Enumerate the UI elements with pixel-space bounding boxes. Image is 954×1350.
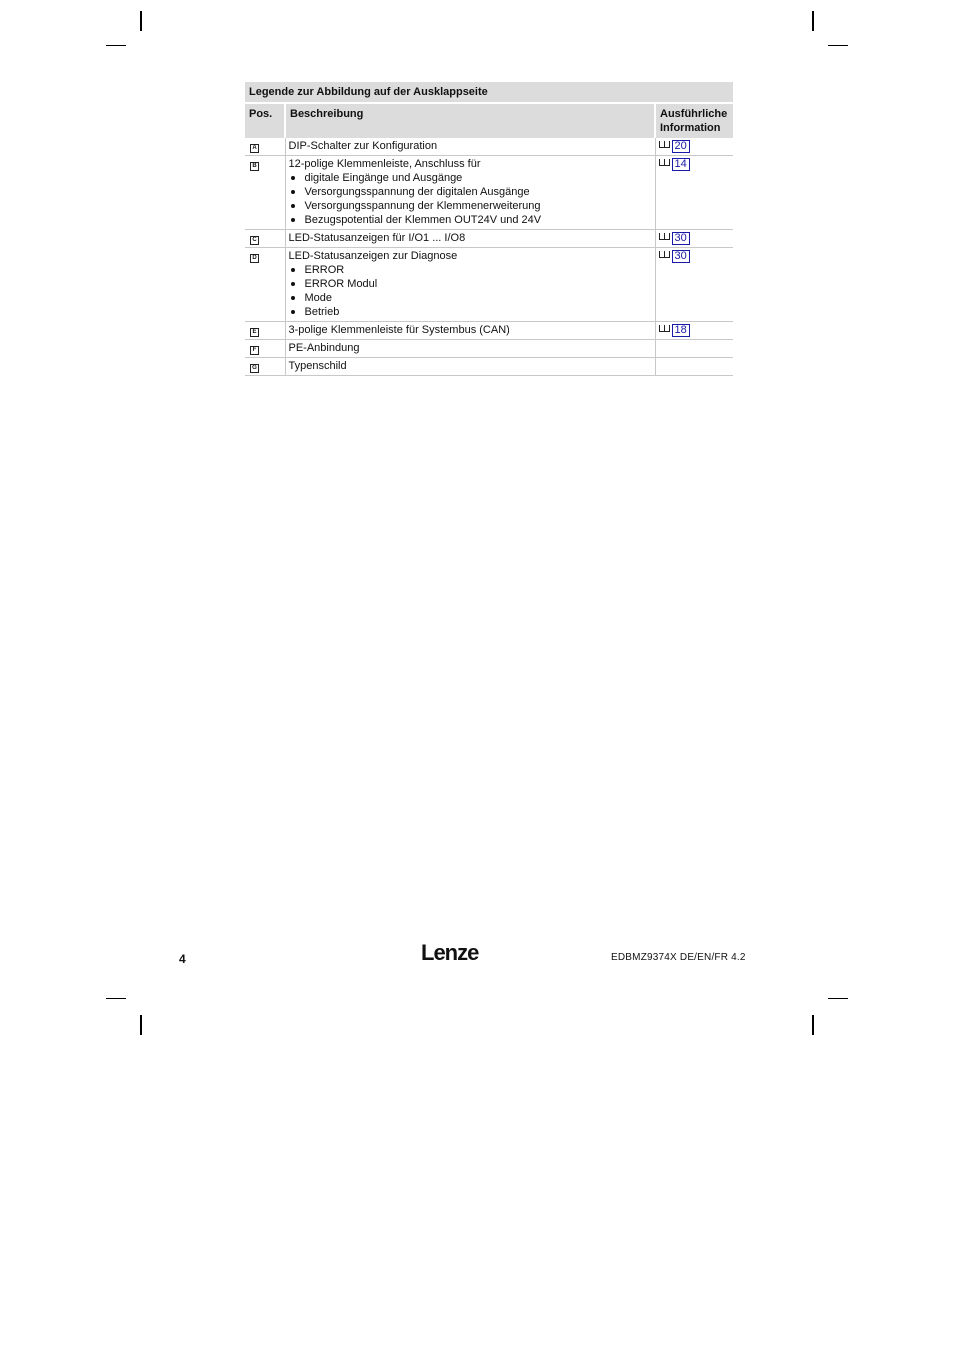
list-item: Betrieb xyxy=(289,305,652,319)
page-number: 4 xyxy=(179,952,186,966)
legend-row-a xyxy=(245,138,733,156)
list-item: Bezugspotential der Klemmen OUT24V und 24V xyxy=(289,213,652,227)
page-link[interactable]: 20 xyxy=(672,140,690,153)
crop-mark xyxy=(828,998,848,999)
position-marker: E xyxy=(250,328,259,337)
position-marker: C xyxy=(250,236,259,245)
header-info: Ausführliche Information xyxy=(655,103,733,138)
page-link[interactable]: 14 xyxy=(672,158,690,171)
position-marker: D xyxy=(250,254,259,263)
lenze-logo: Lenze xyxy=(421,940,479,965)
page-reference xyxy=(659,158,690,170)
book-icon xyxy=(659,141,670,148)
page-reference xyxy=(659,232,690,244)
page-reference xyxy=(659,324,690,336)
book-icon xyxy=(659,325,670,332)
book-icon xyxy=(659,159,670,166)
row-description: LED-Statusanzeigen zur Diagnose ERROR ERROR Modul Mode Betrieb xyxy=(285,248,655,322)
position-marker: B xyxy=(250,162,259,171)
position-marker: A xyxy=(250,144,259,153)
page-link[interactable]: 30 xyxy=(672,250,690,263)
list-item: Mode xyxy=(289,291,652,305)
row-description: LED-Statusanzeigen für I/O1 ... I/O8 xyxy=(285,230,655,248)
header-pos: Pos. xyxy=(245,103,285,138)
list-item: ERROR Modul xyxy=(289,277,652,291)
crop-mark xyxy=(828,45,848,46)
row-description: Typenschild xyxy=(285,358,655,376)
page-link[interactable]: 18 xyxy=(672,324,690,337)
crop-mark xyxy=(140,11,142,31)
bullet-list xyxy=(289,171,652,227)
legend-row-d xyxy=(245,248,733,322)
crop-mark xyxy=(812,1015,814,1035)
row-description: DIP-Schalter zur Konfiguration xyxy=(285,138,655,156)
page-reference xyxy=(659,140,690,152)
book-icon xyxy=(659,251,670,258)
legend-title: Legende zur Abbildung auf der Ausklappseite xyxy=(245,82,733,103)
row-description: 12-polige Klemmenleiste, Anschluss für digitale Eingänge und Ausgänge Versorgungsspannung der digitalen Ausgänge Versorgungsspannung der Klemmenerweiterung Bezugspotential der Klemmen OUT24V und 24V xyxy=(285,156,655,230)
bullet-list xyxy=(289,263,652,319)
crop-mark xyxy=(106,998,126,999)
legend-row-g xyxy=(245,358,733,376)
legend-row-b xyxy=(245,156,733,230)
crop-mark xyxy=(812,11,814,31)
position-marker: F xyxy=(250,346,259,355)
row-description: PE-Anbindung xyxy=(285,340,655,358)
legend-row-e xyxy=(245,322,733,340)
legend-row-c xyxy=(245,230,733,248)
legend-row-f xyxy=(245,340,733,358)
list-item: Versorgungsspannung der Klemmenerweiterung xyxy=(289,199,652,213)
list-item: digitale Eingänge und Ausgänge xyxy=(289,171,652,185)
position-marker: G xyxy=(250,364,259,373)
row-description: 3-polige Klemmenleiste für Systembus (CAN) xyxy=(285,322,655,340)
legend-table xyxy=(245,82,733,376)
list-item: Versorgungsspannung der digitalen Ausgänge xyxy=(289,185,652,199)
crop-mark xyxy=(106,45,126,46)
page-reference xyxy=(659,250,690,262)
list-item: ERROR xyxy=(289,263,652,277)
page-link[interactable]: 30 xyxy=(672,232,690,245)
book-icon xyxy=(659,233,670,240)
header-description: Beschreibung xyxy=(285,103,655,138)
crop-mark xyxy=(140,1015,142,1035)
document-id: EDBMZ9374X DE/EN/FR 4.2 xyxy=(611,952,746,963)
